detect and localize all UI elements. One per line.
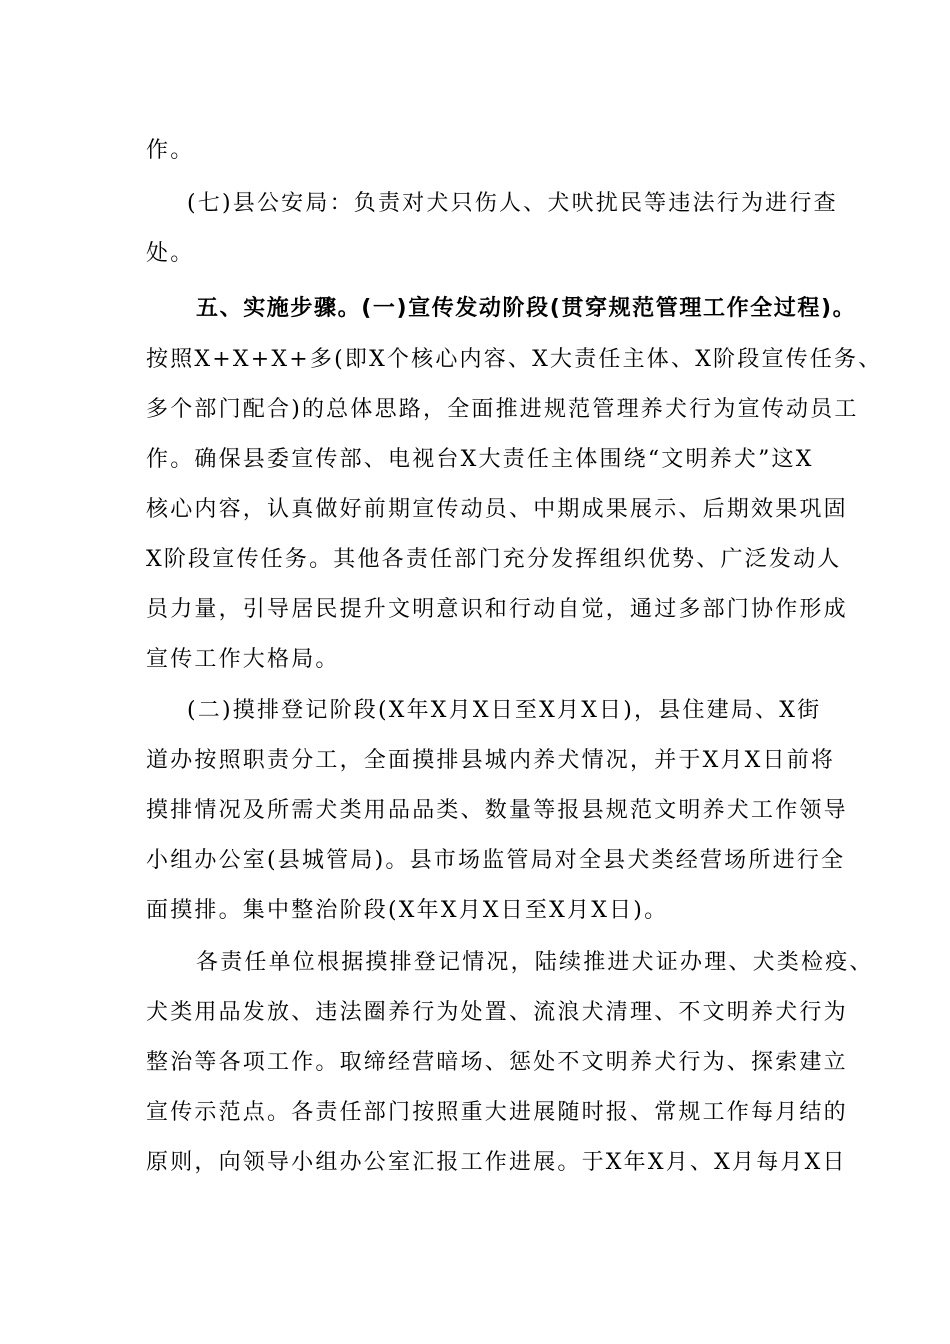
text-line: (七)县公安局：负责对犬只伤人、犬吠扰民等违法行为进行查: [187, 191, 838, 216]
text-line: 道办按照职责分工，全面摸排县城内养犬情况，并于X月X日前将: [146, 748, 836, 773]
text-line: 作。: [146, 138, 195, 163]
text-line: 各责任单位根据摸排登记情况，陆续推进犬证办理、犬类检疫、: [196, 950, 874, 975]
text-line: 宣传示范点。各责任部门按照重大进展随时报、常规工作每月结的: [146, 1100, 848, 1125]
text-line: X阶段宣传任务。其他各责任部门充分发挥组织优势、广泛发动人: [146, 547, 842, 572]
text-line: 原则，向领导小组办公室汇报工作进展。于X年X月、X月每月X日: [146, 1150, 847, 1175]
text-line: 小组办公室(县城管局)。县市场监管局对全县犬类经营场所进行全: [146, 848, 846, 873]
text-line: (二)摸排登记阶段(X年X月X日至X月X日)，县住建局、X街: [187, 698, 822, 723]
text-line: 员力量，引导居民提升文明意识和行动自觉，通过多部门协作形成: [146, 597, 848, 622]
text-line: 摸排情况及所需犬类用品品类、数量等报县规范文明养犬工作领导: [146, 798, 848, 823]
text-line: 核心内容，认真做好前期宣传动员、中期成果展示、后期效果巩固: [146, 497, 848, 522]
text-line: 宣传工作大格局。: [146, 647, 340, 672]
section-heading: 五、实施步骤。(一)宣传发动阶段(贯穿规范管理工作全过程)。: [196, 296, 857, 321]
text-line: 作。确保县委宣传部、电视台X大责任主体围绕“文明养犬”这X: [146, 447, 814, 472]
text-line: 按照X+X+X+多(即X个核心内容、X大责任主体、X阶段宣传任务、: [146, 347, 883, 372]
text-line: 多个部门配合)的总体思路，全面推进规范管理养犬行为宣传动员工: [146, 397, 859, 422]
text-line: 面摸排。集中整治阶段(X年X月X日至X月X日)。: [146, 898, 669, 923]
text-line: 犬类用品发放、违法圈养行为处置、流浪犬清理、不文明养犬行为: [146, 1000, 848, 1025]
text-line: 处。: [146, 241, 195, 266]
text-line: 整治等各项工作。取缔经营暗场、惩处不文明养犬行为、探索建立: [146, 1050, 848, 1075]
